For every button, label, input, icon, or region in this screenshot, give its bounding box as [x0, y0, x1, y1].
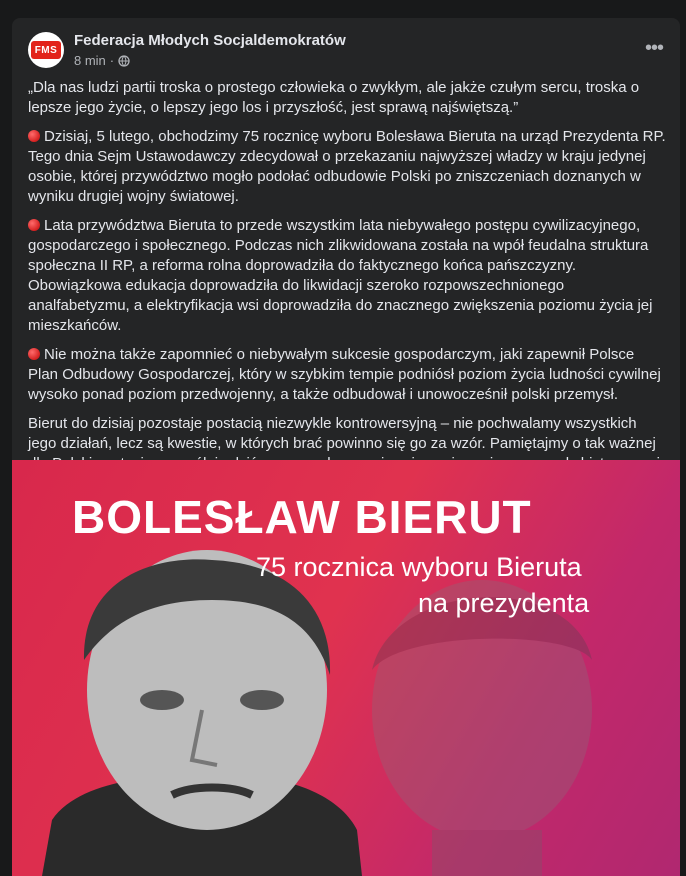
- globe-icon: [118, 55, 130, 67]
- paragraph: [28, 216, 666, 336]
- red-circle-icon: [28, 348, 40, 360]
- page-name-link[interactable]: Federacja Młodych Socjaldemokratów: [74, 32, 346, 49]
- paragraph-text: Lata przywództwa Bieruta to przede wszystkim lata niebywałego postępu cywilizacyjnego, gospodarczego i społecznego. Podczas nich zlikwidowana została na wpół feudalna struktura społeczna II RP, a reforma rolna doprowadziła do faktycznego końca pańszczyzny. Obowiązkowa edukacja doprowadziła do likwidacji szeroko rozpowszechnionego analfabetyzmu, a elektryfikacja wsi doprowadziła do znacznego zwiększenia poziomu życia jej mieszkańców.: [28, 217, 653, 334]
- post-card: [12, 18, 680, 876]
- more-options-button[interactable]: •••: [644, 36, 663, 59]
- timestamp-link[interactable]: 8 min: [74, 53, 106, 68]
- post-header: [28, 30, 664, 74]
- paragraph-text: Dzisiaj, 5 lutego, obchodzimy 75 rocznicę wyboru Bolesława Bieruta na urząd Prezydenta RP. Tego dnia Sejm Ustawodawczy zdecydował o przekazaniu najwyższej władzy w kraju jedynej osobie, której przywództwo mogło podołać odbudowie Polski po zniszczeniach doznanych w wyniku drugiej wojny światowej.: [28, 128, 666, 205]
- post-text: [28, 78, 666, 503]
- red-circle-icon: [28, 130, 40, 142]
- paragraph: [28, 345, 666, 405]
- image-subtitle: 75 rocznica wyboru Bieruta: [256, 552, 582, 582]
- quote-paragraph: „Dla nas ludzi partii troska o prostego człowieka o zwykłym, ale jakże czułym sercu, troska o lepsze jego życie, o lepszy jego los i przyszłość, jest sprawą najświętszą.”: [28, 79, 640, 116]
- paragraph-text: Nie można także zapomnieć o niebywałym sukcesie gospodarczym, jaki zapewnił Polsce Plan Odbudowy Gospodarczej, który w szybkim tempie podniósł poziom życia ludności cywilnej wysoko ponad poziom przedwojenny, a także odbudował i unowocześnił polski przemysł.: [28, 346, 661, 403]
- image-subtitle-line2: na prezydenta: [418, 588, 590, 618]
- post-image[interactable]: [12, 460, 680, 876]
- paragraph-text: Bierut do dzisiaj pozostaje postacią niezwykle kontrowersyjną – nie pochwalamy wszystkich jego działań, lecz są kwestie, w których brać powinno się go za wzór. Pamiętajmy o tak ważnej: [28, 415, 656, 452]
- image-title: BOLESŁAW BIERUT: [72, 491, 532, 543]
- avatar[interactable]: [28, 32, 64, 68]
- post-meta: [74, 53, 130, 68]
- paragraph: [28, 127, 666, 207]
- avatar-logo: FMS: [31, 41, 61, 59]
- red-circle-icon: [28, 219, 40, 231]
- meta-separator: ·: [109, 53, 115, 68]
